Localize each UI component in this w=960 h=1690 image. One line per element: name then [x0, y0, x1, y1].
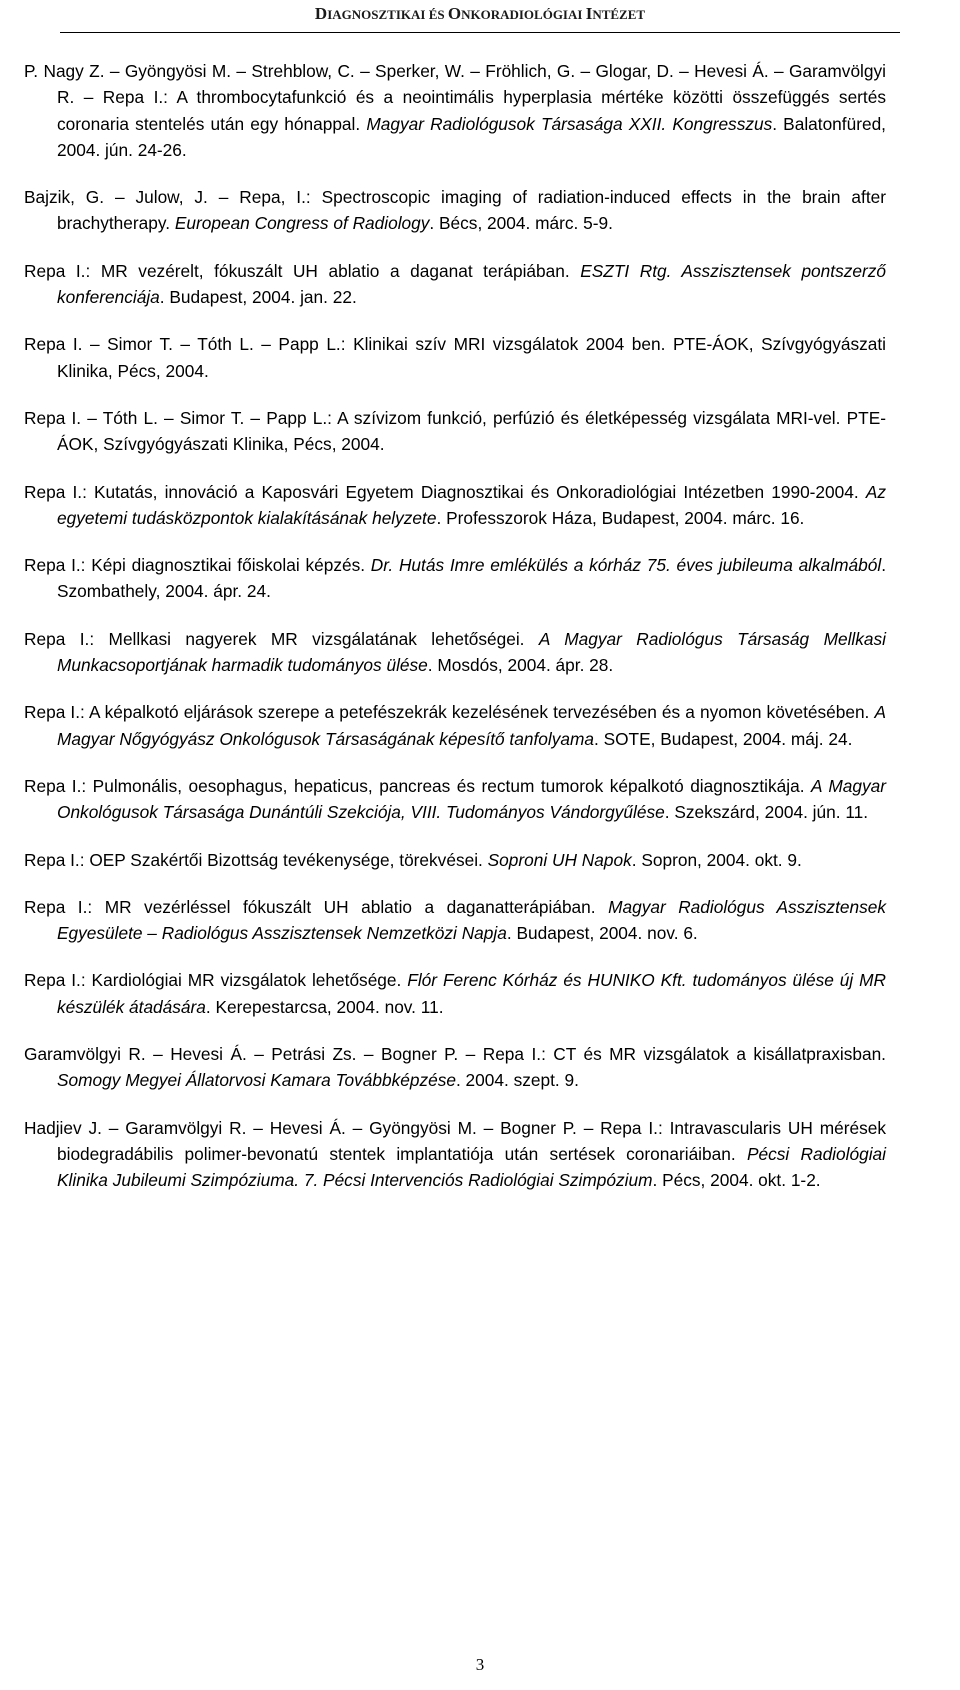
reference-item: [24, 626, 886, 679]
reference-text: . Mosdós, 2004. ápr. 28.: [427, 655, 614, 676]
reference-text: P. Nagy Z. – Gyöngyösi M. – Strehblow, C. – Sperker, W. – Fröhlich, G. – Glogar, D. – Hevesi Á. – Garamvölgyi R. – Repa I.: A thrombocytafunkció és a neointimális hyperplasia mértéke közötti összefüggés sertés coronaria stentelés után egy hónappal.: [24, 61, 886, 134]
reference-text: . Balatonfüred, 2004. jún. 24-26.: [57, 113, 886, 160]
reference-text: . SOTE, Budapest, 2004. máj. 24.: [593, 728, 853, 749]
reference-venue: Dr. Hutás Imre emlékülés a kórház 75. éves jubileuma alkalmából: [370, 555, 882, 576]
reference-item: [24, 1115, 886, 1194]
reference-text: Repa I.: A képalkotó eljárások szerepe a petefészekrák kezelésének tervezésében és a nyomon követésében.: [24, 702, 875, 723]
reference-venue: A Magyar Radiológus Társaság Mellkasi Munkacsoportjának harmadik tudományos ülése: [57, 628, 886, 676]
reference-text: . Kerepestarcsa, 2004. nov. 11.: [205, 996, 444, 1017]
reference-venue: ESZTI Rtg. Asszisztensek pontszerző konferenciája: [57, 260, 886, 308]
reference-venue: Magyar Radiológusok Társasága XXII. Kongresszus: [366, 113, 773, 134]
reference-venue: Soproni UH Napok: [487, 849, 632, 870]
reference-list: [24, 58, 886, 1215]
reference-item: [24, 184, 886, 237]
reference-text: . Bécs, 2004. márc. 5-9.: [429, 213, 613, 234]
reference-text: Repa I.: Pulmonális, oesophagus, hepaticus, pancreas és rectum tumorok képalkotó diagnosztikája.: [24, 775, 812, 796]
reference-item: [24, 479, 886, 532]
reference-text: Garamvölgyi R. – Hevesi Á. – Petrási Zs. – Bogner P. – Repa I.: CT és MR vizsgálatok a kisállatpraxisban.: [24, 1044, 886, 1065]
reference-item: [24, 258, 886, 311]
title-fragment: NTÉZET: [592, 7, 646, 22]
reference-venue: A Magyar Nőgyógyász Onkológusok Társaságának képesítő tanfolyama: [57, 702, 886, 749]
reference-text: . Professzorok Háza, Budapest, 2004. márc. 16.: [436, 507, 805, 528]
reference-item: [24, 552, 886, 605]
reference-item: [24, 967, 886, 1020]
title-fragment: NKORADIOLÓGIAI: [461, 7, 586, 22]
reference-text: Repa I.: Képi diagnosztikai főiskolai képzés.: [24, 555, 371, 576]
reference-text: . Sopron, 2004. okt. 9.: [631, 849, 802, 870]
header-rule: [60, 32, 900, 33]
title-fragment: I: [585, 4, 593, 23]
reference-text: . Szekszárd, 2004. jún. 11.: [664, 802, 869, 823]
title-fragment: IAGNOSZTIKAI ÉS: [327, 7, 448, 22]
title-fragment: O: [447, 4, 462, 23]
reference-item: [24, 58, 886, 163]
reference-venue: Magyar Radiológus Asszisztensek Egyesülete – Radiológus Asszisztensek Nemzetközi Napja: [57, 896, 886, 944]
reference-text: Bajzik, G. – Julow, J. – Repa, I.: Spectroscopic imaging of radiation-induced effects in the brain after brachytherapy.: [24, 187, 886, 234]
reference-item: [24, 699, 886, 752]
reference-item: [24, 1041, 886, 1094]
reference-text: Repa I.: Kardiológiai MR vizsgálatok lehetősége.: [24, 970, 408, 991]
reference-item: [24, 894, 886, 947]
reference-text: Repa I.: Mellkasi nagyerek MR vizsgálatának lehetőségei.: [24, 628, 539, 649]
page-number: 3: [475, 1655, 485, 1674]
reference-venue: Flór Ferenc Kórház és HUNIKO Kft. tudományos ülése új MR készülék átadására: [57, 970, 887, 1017]
reference-text: . Pécs, 2004. okt. 1-2.: [652, 1170, 821, 1191]
reference-text: . Budapest, 2004. jan. 22.: [159, 287, 357, 308]
reference-text: Hadjiev J. – Garamvölgyi R. – Hevesi Á. – Gyöngyösi M. – Bogner P. – Repa I.: Intravascularis UH mérések biodegradábilis polimer-bevonatú stentek implantatiója után sertések coronariáiban.: [24, 1117, 886, 1164]
reference-venue: Pécsi Radiológiai Klinika Jubileumi Szimpóziuma. 7. Pécsi Intervenciós Radiológiai Szimpózium: [57, 1143, 886, 1191]
reference-text: . 2004. szept. 9.: [455, 1070, 579, 1091]
reference-text: . Szombathely, 2004. ápr. 24.: [57, 555, 886, 602]
reference-item: [24, 405, 886, 458]
page-header: [0, 4, 960, 24]
reference-venue: Somogy Megyei Állatorvosi Kamara Továbbképzése: [57, 1070, 456, 1091]
reference-text: Repa I.: Kutatás, innováció a Kaposvári Egyetem Diagnosztikai és Onkoradiológiai Intézetben 1990-2004.: [24, 481, 866, 502]
reference-text: Repa I.: MR vezérelt, fókuszált UH ablatio a daganat terápiában.: [24, 260, 581, 281]
reference-text: Repa I.: MR vezérléssel fókuszált UH ablatio a daganatterápiában.: [24, 896, 609, 917]
reference-venue: Az egyetemi tudásközpontok kialakításának helyzete: [57, 481, 886, 528]
reference-text: Repa I. – Tóth L. – Simor T. – Papp L.: A szívizom funkció, perfúzió és életképesség vizsgálata MRI-vel. PTE-ÁOK, Szívgyógyászati Klinika, Pécs, 2004.: [24, 407, 886, 455]
institute-title: [315, 6, 645, 23]
reference-venue: A Magyar Onkológusok Társasága Dunántúli Szekciója, VIII. Tudományos Vándorgyűlése: [57, 775, 887, 823]
title-fragment: D: [314, 4, 328, 23]
reference-venue: European Congress of Radiology: [174, 213, 430, 234]
reference-item: [24, 331, 886, 384]
reference-text: Repa I.: OEP Szakértői Bizottság tevékenysége, törekvései.: [24, 849, 488, 870]
reference-text: . Budapest, 2004. nov. 6.: [506, 923, 698, 944]
reference-item: [24, 847, 886, 873]
reference-text: Repa I. – Simor T. – Tóth L. – Papp L.: Klinikai szív MRI vizsgálatok 2004 ben. PTE-ÁOK, Szívgyógyászati Klinika, Pécs, 2004.: [24, 334, 886, 381]
reference-item: [24, 773, 886, 826]
